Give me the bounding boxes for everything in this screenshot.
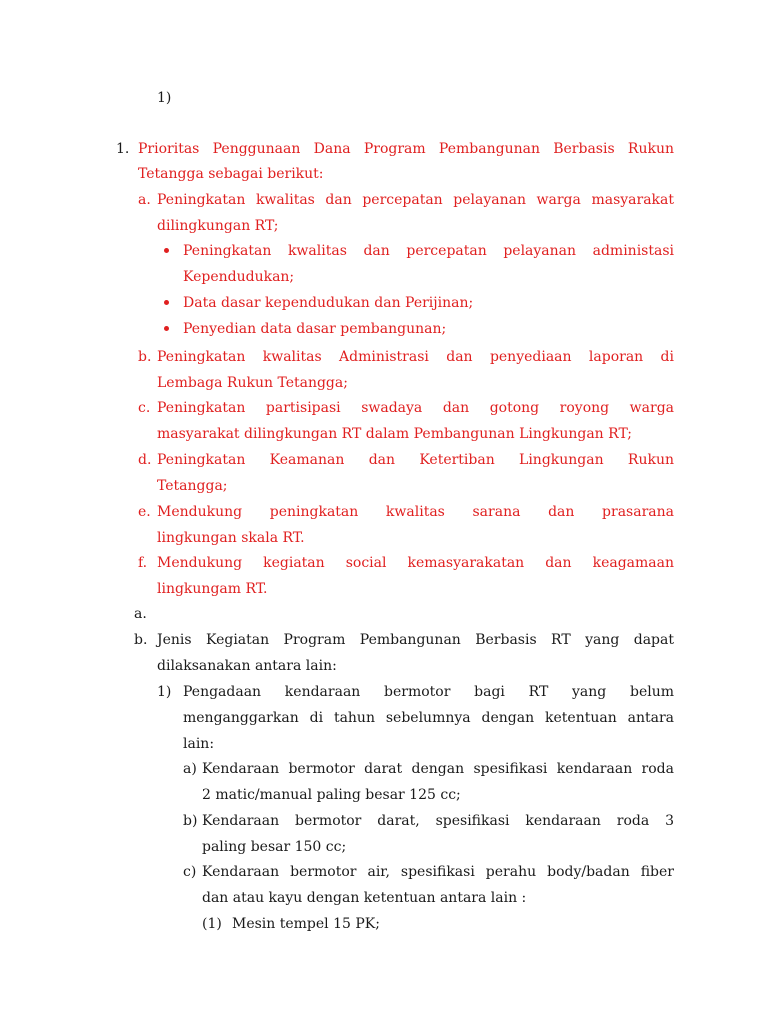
second-b-line2: dilaksanakan antara lain: xyxy=(157,658,337,674)
sub-e-marker: e. xyxy=(138,504,151,520)
sub-b-line2: Lembaga Rukun Tetangga; xyxy=(157,375,348,391)
item1-sub-b-line2: paling besar 150 cc; xyxy=(202,839,347,855)
sub-d-marker: d. xyxy=(138,452,152,468)
sub-b-marker: b. xyxy=(138,349,152,365)
item1-sub-c-marker: c) xyxy=(183,864,197,880)
main-item-text-line2: Tetangga sebagai berikut: xyxy=(138,166,324,182)
item1-sub-b-line1: Kendaraan bermotor darat, spesifikasi kendaraan roda 3 xyxy=(202,813,674,829)
item1-line1: Pengadaan kendaraan bermotor bagi RT yang belum xyxy=(183,684,674,700)
item1-sub-a-line2: 2 matic/manual paling besar 125 cc; xyxy=(202,787,461,803)
item1-sub-a-line1: Kendaraan bermotor darat dengan spesifikasi kendaraan roda xyxy=(202,761,674,777)
main-item-text-line1: Prioritas Penggunaan Dana Program Pembangunan Berbasis Rukun xyxy=(138,141,674,157)
main-item-number: 1. xyxy=(116,141,130,157)
item1-sub-c-item1-text: Mesin tempel 15 PK; xyxy=(232,916,380,932)
sub-c-line2: masyarakat dilingkungan RT dalam Pembangunan Lingkungan RT; xyxy=(157,426,632,442)
top-list-marker: 1) xyxy=(157,90,172,106)
second-a-marker: a. xyxy=(134,606,147,622)
bullet-dot xyxy=(164,248,169,253)
sub-f-line2: lingkungam RT. xyxy=(157,581,268,597)
sub-a-line2: dilingkungan RT; xyxy=(157,218,279,234)
sub-e-line1: Mendukung peningkatan kwalitas sarana dan prasarana xyxy=(157,504,674,520)
item1-sub-c-line2: dan atau kayu dengan ketentuan antara lain : xyxy=(202,890,527,906)
second-b-line1: Jenis Kegiatan Program Pembangunan Berbasis RT yang dapat xyxy=(157,632,674,648)
sub-a-line1: Peningkatan kwalitas dan percepatan pelayanan warga masyarakat xyxy=(157,192,674,208)
item1-sub-c-line1: Kendaraan bermotor air, spesifikasi perahu body/badan fiber xyxy=(202,864,674,880)
item1-sub-c-item1-marker: (1) xyxy=(202,916,222,932)
item1-line2: menganggarkan di tahun sebelumnya dengan ketentuan antara xyxy=(183,710,674,726)
sub-d-line1: Peningkatan Keamanan dan Ketertiban Lingkungan Rukun xyxy=(157,452,674,468)
item1-marker: 1) xyxy=(157,684,172,700)
sub-c-line1: Peningkatan partisipasi swadaya dan gotong royong warga xyxy=(157,400,674,416)
item1-line3: lain: xyxy=(183,736,215,752)
bullet-2-line1: Data dasar kependudukan dan Perijinan; xyxy=(183,295,474,311)
sub-c-marker: c. xyxy=(138,400,151,416)
bullet-1-line1: Peningkatan kwalitas dan percepatan pelayanan administasi xyxy=(183,243,674,259)
bullet-dot xyxy=(164,326,169,331)
sub-e-line2: lingkungan skala RT. xyxy=(157,530,305,546)
sub-f-line1: Mendukung kegiatan social kemasyarakatan dan keagamaan xyxy=(157,555,674,571)
sub-d-line2: Tetangga; xyxy=(157,478,228,494)
second-b-marker: b. xyxy=(134,632,148,648)
item1-sub-a-marker: a) xyxy=(183,761,197,777)
bullet-3-line1: Penyedian data dasar pembangunan; xyxy=(183,321,447,337)
bullet-dot xyxy=(164,300,169,305)
sub-b-line1: Peningkatan kwalitas Administrasi dan penyediaan laporan di xyxy=(157,349,674,365)
bullet-1-line2: Kependudukan; xyxy=(183,269,295,285)
item1-sub-b-marker: b) xyxy=(183,813,198,829)
sub-a-marker: a. xyxy=(138,192,151,208)
sub-f-marker: f. xyxy=(138,555,148,571)
